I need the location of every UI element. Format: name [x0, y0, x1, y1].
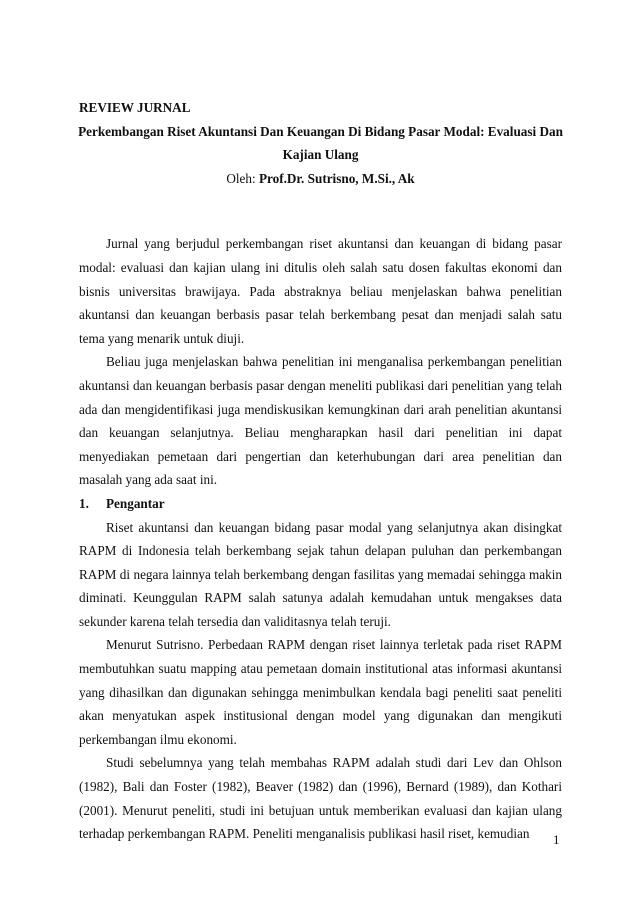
article-title-line2: Kajian Ulang [282, 147, 359, 163]
section-title: Pengantar [106, 495, 165, 511]
byline [79, 167, 562, 191]
page-number: 1 [553, 832, 560, 847]
document-body [79, 96, 562, 846]
intro-paragraph-2: Beliau juga menjelaskan bahwa penelitian ini menganalisa perkembangan penelitian akuntansi dan keuangan berbasis pasar dengan meneliti publikasi dari penelitian yang telah ada dan mengidentifikasi juga mendiskusikan kemungkinan dari arah penelitian akuntansi dan keuangan selanjutnya. Beliau mengharapkan hasil dari penelitian ini dapat menyediakan pemetaan dari pengertian dan keterhubungan dari area penelitian dan masalah yang ada saat ini. [79, 354, 562, 488]
intro-paragraph-1: Jurnal yang berjudul perkembangan riset akuntansi dan keuangan di bidang pasar modal: evaluasi dan kajian ulang ini ditulis oleh salah satu dosen fakultas ekonomi dan bisnis universitas brawijaya. Pada abstraknya beliau menjelaskan bahwa penelitian akuntansi dan keuangan berbasis pasar telah berkembang pesat dan menjadi salah satu tema yang menarik untuk diuji. [79, 236, 562, 346]
section1-paragraph-2: Menurut Sutrisno. Perbedaan RAPM dengan riset lainnya terletak pada riset RAPM membutuhkan suatu mapping atau pemetaan domain institutional atas informasi akuntansi yang dihasilkan dan digunakan sehingga menimbulkan kendala bagi peneliti saat peneliti akan menyatukan aspek institusional dengan model yang digunakan dan mengikuti perkembangan ilmu ekonomi. [79, 637, 562, 747]
section-number: 1. [79, 495, 89, 511]
section-heading [79, 492, 562, 516]
review-title: REVIEW JURNAL [79, 100, 191, 115]
byline-label: Oleh: [226, 170, 259, 186]
spacer [79, 190, 562, 232]
article-title-line1: Perkembangan Riset Akuntansi Dan Keuangan Di Bidang Pasar Modal: Evaluasi Dan [78, 123, 563, 139]
section1-paragraph-1: Riset akuntansi dan keuangan bidang pasar modal yang selanjutnya akan disingkat RAPM di Indonesia telah berkembang sejak tahun delapan puluhan dan perkembangan RAPM di negara lainnya telah berkembang dengan fasilitas yang memadai sehingga makin diminati. Keunggulan RAPM salah satunya adalah kemudahan untuk mengakses data sekunder karena telah tersedia dan validitasnya telah teruji. [79, 519, 562, 629]
section1-paragraph-3: Studi sebelumnya yang telah membahas RAPM adalah studi dari Lev dan Ohlson (1982), Bali dan Foster (1982), Beaver (1982) dan (1996), Bernard (1989), dan Kothari (2001). Menurut peneliti, studi ini betujuan untuk memberikan evaluasi dan kajian ulang terhadap perkembangan RAPM. Peneliti menganalisis publikasi hasil riset, kemudian [79, 755, 562, 842]
byline-author: Prof.Dr. Sutrisno, M.Si., Ak [258, 170, 415, 186]
